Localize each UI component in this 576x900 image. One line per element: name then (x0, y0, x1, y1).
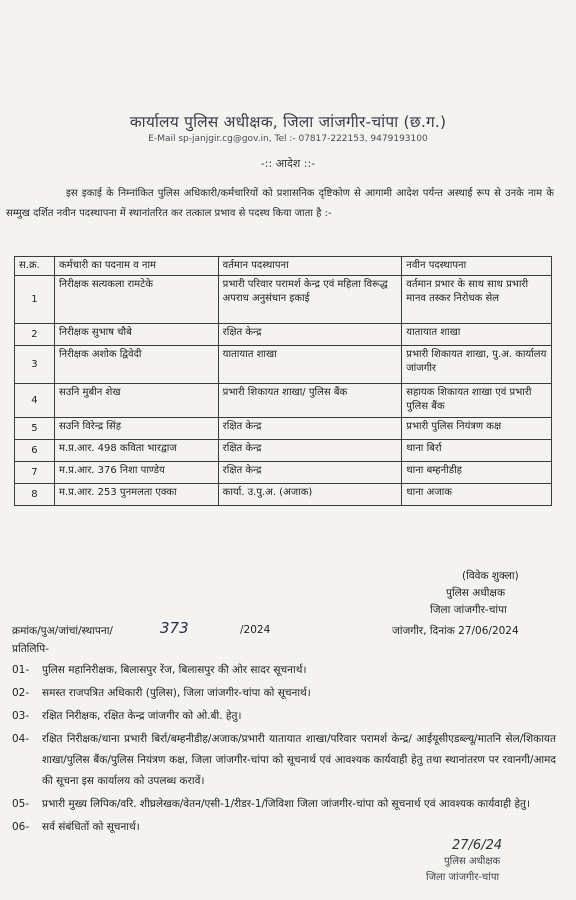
list-item (12, 817, 556, 838)
table-row (15, 462, 552, 484)
list-item (12, 794, 556, 815)
cc-text: रक्षित निरीक्षक, रक्षित केन्द्र जांजगीर को ओ.बी. हेतु। (42, 710, 242, 722)
cc-text: पुलिस महानिरीक्षक, बिलासपुर रेंज, बिलासपुर की ओर सादर सूचनार्थ। (42, 664, 307, 676)
cell-current: प्रभारी शिकायत शाखा/ पुलिस बैंक (218, 384, 402, 418)
cell-name: म.प्र.आर. 498 कविता भारद्वाज (54, 440, 218, 462)
cell-sn: 2 (15, 324, 55, 346)
cell-name: सउनि मुबीन शेख (54, 384, 218, 418)
cell-sn: 3 (15, 346, 55, 384)
cell-sn: 7 (15, 462, 55, 484)
table-row (15, 324, 552, 346)
official-stamp (410, 838, 560, 886)
cell-new: वर्तमान प्रभार के साथ साथ प्रभारी मानव तस्कर निरोधक सेल (402, 276, 552, 324)
memo-label: क्रमांक/पुअ/जांचां/स्थापना/ (12, 625, 113, 637)
cell-new: सहायक शिकायत शाखा एवं प्रभारी पुलिस बैंक (402, 384, 552, 418)
col-header-new-posting: नवीन पदस्थापना (402, 257, 552, 276)
cell-name: म.प्र.आर. 376 निशा पाण्डेय (54, 462, 218, 484)
cell-sn: 6 (15, 440, 55, 462)
cc-number: 04- (12, 733, 30, 745)
list-item (12, 729, 556, 792)
cell-name: निरीक्षक सत्यकला रामटेके (54, 276, 218, 324)
cell-current: कार्या. उ.पु.अ. (अजाक) (218, 484, 402, 506)
table-row (15, 418, 552, 440)
cell-sn: 4 (15, 384, 55, 418)
cc-text: रक्षित निरीक्षक/थाना प्रभारी बिर्रा/बम्हनीडीह/अजाक/प्रभारी यातायात शाखा/परिवार परामर्श केन्द्र/ आईयूसीएडब्ल्यू/मातनि सेल/शिकायत शाखा/पुलिस बैंक/पुलिस नियंत्रण कक्ष, जिला जांजगीर-चांपा को सूचनार्थ एवं आवश्यक कार्यवाही हेतु तथा स्थानांतरण पर रवानगी/आमद की सूचना इस कार्यालय को उपलब्ध करावें। (42, 733, 556, 787)
cell-current: रक्षित केन्द्र (218, 324, 402, 346)
col-header-sn: स.क्र. (15, 257, 55, 276)
cell-current: यातायात शाखा (218, 346, 402, 384)
handwritten-signature: 27/6/24 (452, 838, 503, 853)
cell-name: म.प्र.आर. 253 पुनमलता एक्का (54, 484, 218, 506)
cell-current: रक्षित केन्द्र (218, 462, 402, 484)
cell-current: रक्षित केन्द्र (218, 440, 402, 462)
col-header-current-posting: वर्तमान पदस्थापना (218, 257, 402, 276)
cc-text: सर्व संबंधितों को सूचनार्थ। (42, 821, 140, 833)
signatory-district: जिला जांजगीर-चांपा (430, 604, 507, 616)
cell-current: प्रभारी परिवार परामर्श केन्द्र एवं महिला विरूद्ध अपराध अनुसंधान इकाई (218, 276, 402, 324)
cell-new: थाना बम्हनीडीह (402, 462, 552, 484)
list-item (12, 706, 556, 727)
cell-name: सउनि विरेन्द्र सिंह (54, 418, 218, 440)
cc-number: 01- (12, 664, 30, 676)
office-title: कार्यालय पुलिस अधीक्षक, जिला जांजगीर-चांपा (छ.ग.) (129, 113, 447, 131)
memo-place-date: जांजगीर, दिनांक 27/06/2024 (392, 625, 519, 637)
order-heading: -:: आदेश ::- (260, 157, 316, 170)
cell-name: निरीक्षक सुभाष चौबे (54, 324, 218, 346)
table-row (15, 484, 552, 506)
cell-name: निरीक्षक अशोक द्विवेदी (54, 346, 218, 384)
list-item (12, 683, 556, 704)
cc-number: 06- (12, 821, 30, 833)
cell-new: थाना अजाक (402, 484, 552, 506)
cc-list (12, 660, 556, 840)
signatory-name: (विवेक शुक्ला) (462, 570, 519, 582)
table-row (15, 384, 552, 418)
stamp-district: जिला जांजगीर-चांपा (426, 872, 500, 883)
cell-current: रक्षित केन्द्र (218, 418, 402, 440)
col-header-name: कर्मचारी का पदनाम व नाम (54, 257, 218, 276)
office-contact: E-Mail sp-janjgir.cg@gov.in, Tel :- 07817-222153, 9479193100 (148, 134, 428, 144)
cell-new: प्रभारी शिकायत शाखा, पु.अ. कार्यालय जांजगीर (402, 346, 552, 384)
cell-new: थाना बिर्रा (402, 440, 552, 462)
transfer-table (14, 256, 552, 506)
cc-text: प्रभारी मुख्य लिपिक/वरि. शीघ्रलेखक/वेतन/एसी-1/रीडर-1/जिविशा जिला जांजगीर-चांपा को सूचनार्थ एवं आवश्यक कार्यवाही हेतु। (42, 798, 531, 810)
cell-new: यातायात शाखा (402, 324, 552, 346)
table-row (15, 440, 552, 462)
cell-sn: 8 (15, 484, 55, 506)
cell-new: प्रभारी पुलिस नियंत्रण कक्ष (402, 418, 552, 440)
intro-paragraph: इस इकाई के निम्नांकित पुलिस अधिकारी/कर्मचारियों को प्रशासनिक दृष्टिकोण से आगामी आदेश पर्यन्त अस्थाई रूप से उनके नाम के सम्मुख दर्शित नवीन पदस्थापना में स्थानांतरित कर तत्काल प्रभाव से पदस्थ किया जाता है :- (6, 188, 554, 219)
cc-number: 02- (12, 687, 30, 699)
table-header-row (15, 257, 552, 276)
cell-sn: 1 (15, 276, 55, 324)
signatory-title: पुलिस अधीक्षक (446, 587, 506, 599)
list-item (12, 660, 556, 681)
memo-number: 373 (160, 619, 189, 637)
stamp-title: पुलिस अधीक्षक (444, 856, 501, 867)
cc-text: समस्त राजपत्रित अधिकारी (पुलिस), जिला जांजगीर-चांपा को सूचनार्थ। (42, 687, 311, 699)
table-row (15, 276, 552, 324)
table-row (15, 346, 552, 384)
memo-year: /2024 (240, 624, 271, 636)
cell-sn: 5 (15, 418, 55, 440)
cc-number: 03- (12, 710, 30, 722)
signature-block (418, 568, 519, 619)
cc-number: 05- (12, 798, 30, 810)
cc-label: प्रतिलिपि- (12, 643, 49, 655)
